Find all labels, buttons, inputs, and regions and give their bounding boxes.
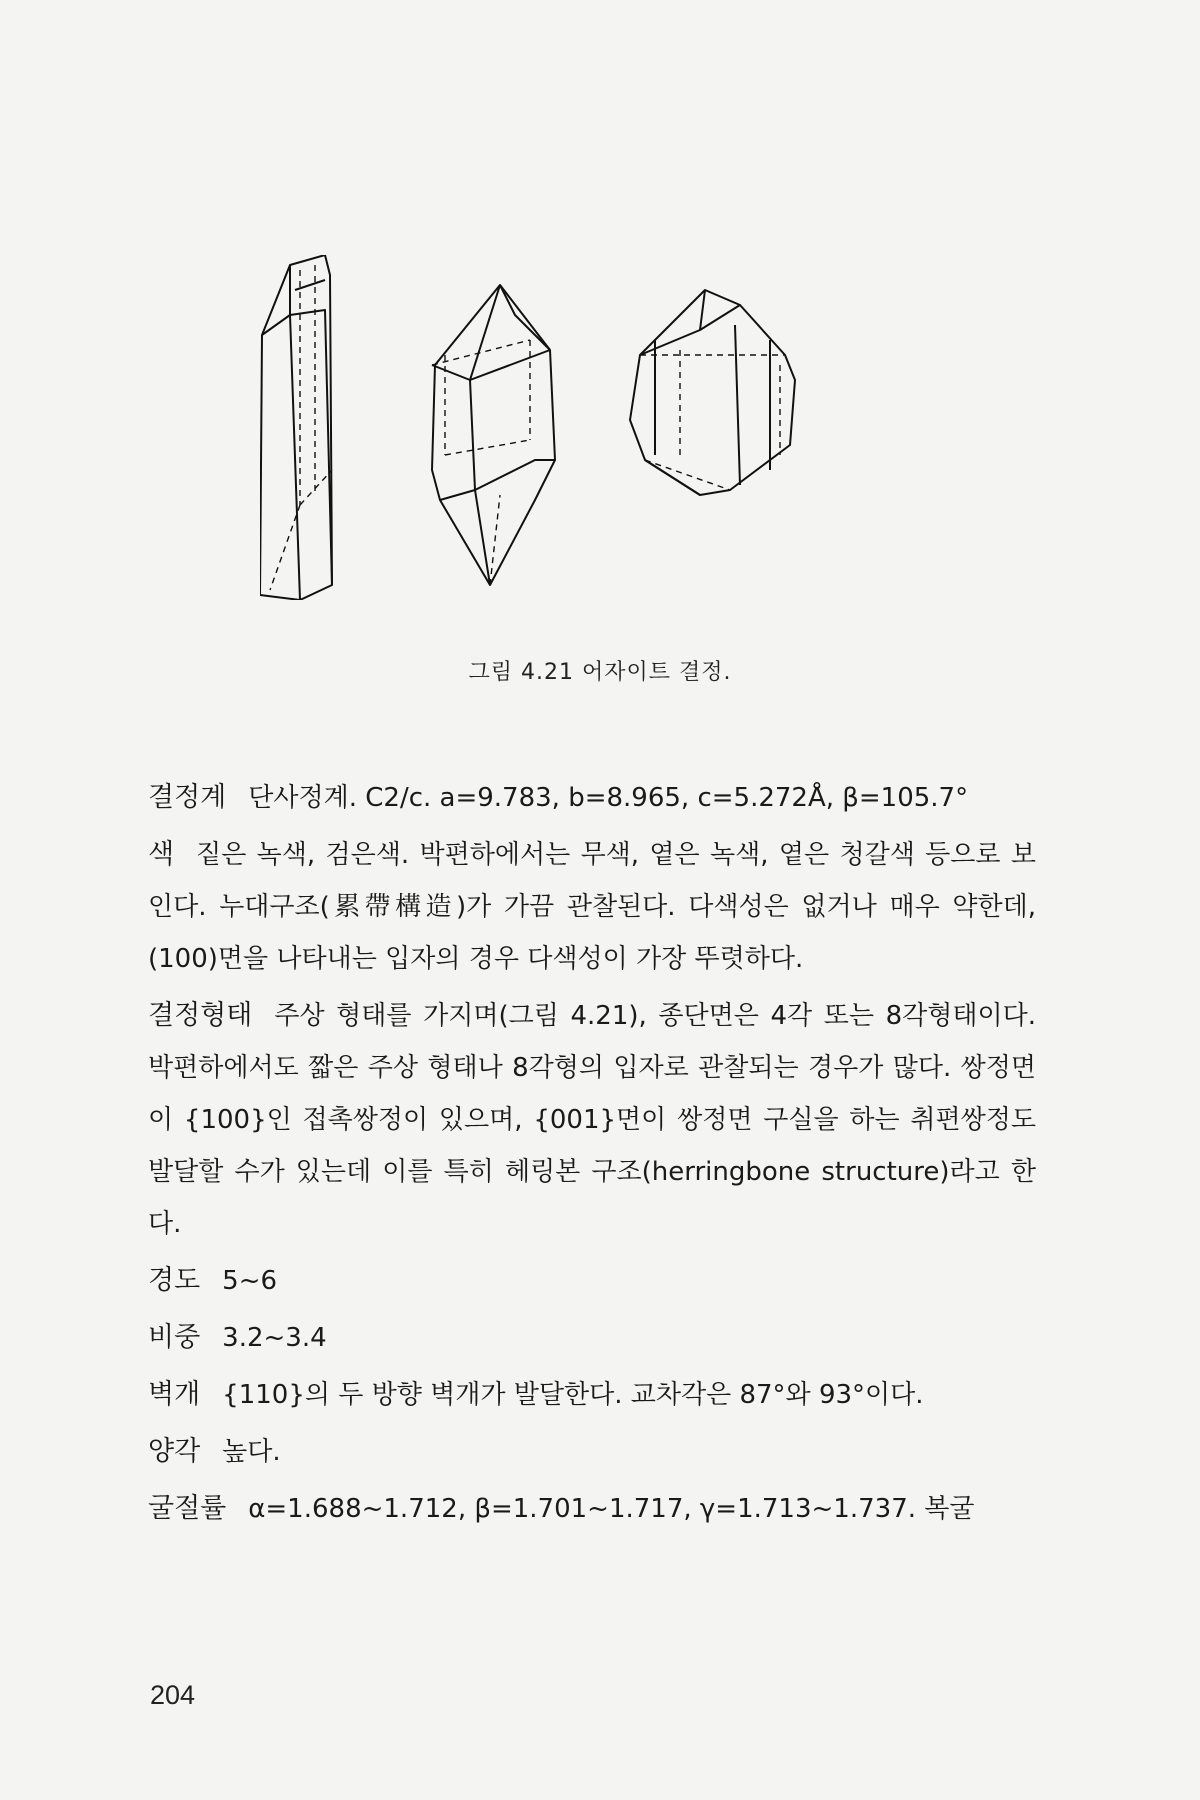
- section-term: 색: [148, 839, 175, 870]
- page-number: 204: [150, 1680, 196, 1710]
- section-term: 결정계: [148, 782, 227, 813]
- section-specific-gravity: [148, 1312, 1036, 1364]
- section-relief: [148, 1426, 1036, 1478]
- section-color: [148, 829, 1036, 985]
- crystal-prismatic: [432, 285, 555, 585]
- section-term: 굴절률: [148, 1493, 227, 1524]
- section-text: {110}의 두 방향 벽개가 발달한다. 교차각은 87°와 93°이다.: [222, 1380, 924, 1410]
- section-text: 3.2~3.4: [222, 1323, 327, 1353]
- section-text: α=1.688~1.712, β=1.701~1.717, γ=1.713~1.737. 복굴: [248, 1494, 975, 1524]
- section-text: 5~6: [222, 1266, 278, 1296]
- section-text: 높다.: [222, 1437, 281, 1467]
- section-crystal-system: [148, 772, 1036, 824]
- section-text: 주상 형태를 가지며(그림 4.21), 종단면은 4각 또는 8각형태이다. 박편하에서도 짧은 주상 형태나 8각형의 입자로 관찰되는 경우가 많다. 쌍정면이 {100}인 접촉쌍정이 있으며, {001}면이 쌍정면 구실을 하는 취편쌍정도 발달할 수가 있는데 이를 특히 헤링본 구조(herringbone structure)라고 한다.: [148, 1001, 1036, 1239]
- section-term: 결정형태: [148, 1000, 253, 1031]
- mineral-description: [148, 772, 1036, 1540]
- section-cleavage: [148, 1369, 1036, 1421]
- figure-caption: 그림 4.21 어자이트 결정.: [468, 660, 732, 685]
- section-term: 비중: [148, 1322, 201, 1353]
- section-term: 벽개: [148, 1379, 201, 1410]
- section-text: 단사정계. C2/c. a=9.783, b=8.965, c=5.272Å, β=105.7°: [248, 783, 969, 813]
- augite-crystals-drawing: [260, 255, 920, 600]
- section-crystal-form: [148, 990, 1036, 1250]
- section-text: 짙은 녹색, 검은색. 박편하에서는 무색, 옅은 녹색, 옅은 청갈색 등으로 보인다. 누대구조(累帶構造)가 가끔 관찰된다. 다색성은 없거나 매우 약한데, (100)면을 나타내는 입자의 경우 다색성이 가장 뚜렷하다.: [148, 840, 1036, 974]
- section-term: 경도: [148, 1265, 201, 1296]
- section-hardness: [148, 1255, 1036, 1307]
- section-term: 양각: [148, 1436, 201, 1467]
- section-refractive-index: [148, 1483, 1036, 1535]
- crystal-elongated: [260, 255, 332, 600]
- crystal-equant: [630, 290, 795, 495]
- crystal-figure: [260, 255, 920, 600]
